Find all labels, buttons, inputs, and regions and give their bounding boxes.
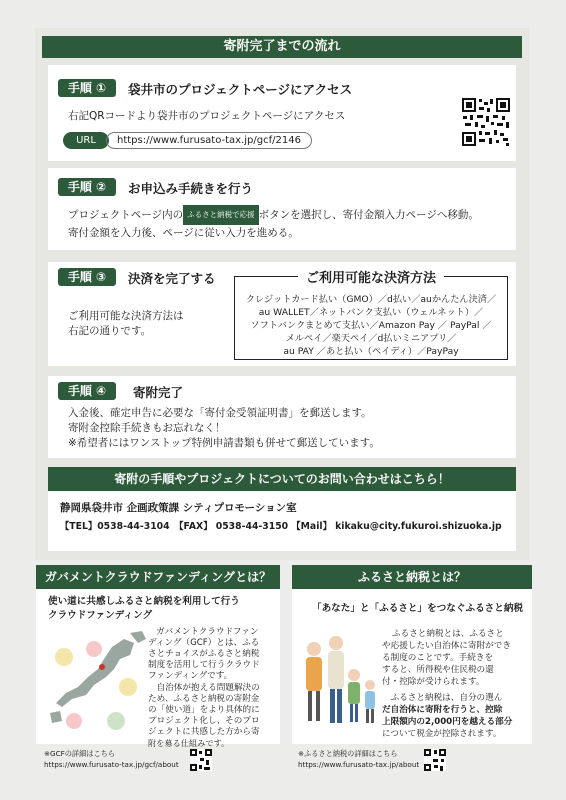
gcf-paragraph-line: の「使い道」をより具体的に [148,705,260,715]
furusato-paragraph-line: ふるさと納税とは、ふるさと [392,629,504,639]
step-2-card [48,168,516,250]
step-4-line: ※希望者にはワンストップ特例申請書類も併せて郵送しています。 [68,437,380,449]
url-badge: URL [63,132,109,149]
step-2-line2: 寄付金額を入力後、ページに従い入力を進める。 [68,227,299,239]
gcf-paragraph-line: ため、ふるさと納税の寄附金 [148,694,260,704]
payment-line: メルペイ／楽天ペイ／d払いミニアプリ／ [285,333,457,344]
payment-methods-box [234,271,508,360]
step-4-title: 寄附完了 [133,385,184,400]
step-1-badge: 手順 ① [58,79,116,97]
furusato-paragraph-line: すると、所得税や住民税の還 [382,665,494,675]
contact-heading: 寄附の手順やプロジェクトについてのお問い合わせはこちら！ [48,467,516,491]
furusato-box [292,589,532,744]
gcf-qr-code [190,749,212,771]
step-3-card [48,262,516,366]
gcf-paragraph-line: ガバメントクラウドファン [156,627,259,637]
gcf-paragraph-line: 制度を活用して行うクラウド [148,660,260,670]
payment-line: ソフトバンクまとめて支払い／Amazon Pay ／ PayPal ／ [250,320,492,331]
family-illustration [300,635,380,737]
furusato-paragraph-line: ふるさと納税は、自分の選ん [382,693,503,703]
japan-map-illustration [42,629,158,737]
step-1-card [48,65,516,161]
flow-title: 寄附完了までの流れ [42,36,522,58]
furusato-subtitle: 「あなた」と「ふるさと」をつなぐふるさと納税 [312,603,524,614]
gcf-paragraph-line: ファンディングです。 [148,671,233,681]
gcf-footnote: ※GCFの詳細はこちら [44,749,116,758]
gcf-paragraph-line: 自治体が抱える問題解決の [148,683,260,693]
payment-line: au PAY ／あと払い（ペイディ）／PayPay [283,346,459,357]
furusato-paragraph-line: 上限額内の2,000円を越える部分 [382,717,513,727]
payment-line: au WALLET／ネットバンク支払い（ウェルネット）／ [258,307,484,318]
furusato-paragraph-line: について税金が控除されます。 [382,729,502,739]
contact-line[interactable]: 【TEL】0538-44-3104 【FAX】 0538-44-3150 【Mail】 kikaku@city.fukuroi.shizuoka.jp [60,521,502,532]
gcf-subtitle: クラウドファンディング [48,610,153,621]
step-2-title: お申込み手続きを行う [128,181,254,196]
step-1-title: 袋井市のプロジェクトページにアクセス [128,82,353,97]
gcf-paragraph-line: ディング（GCF）とは、ふる [148,638,260,648]
step-3-line2: 右記の通りです。 [68,325,152,337]
furusato-paragraph-line: だ自治体に寄附を行うと、控除 [382,705,503,715]
furusato-heading: ふるさと納税とは？ [292,565,532,589]
gcf-footnote-url[interactable]: https://www.furusato-tax.jp/gcf/about [44,760,179,769]
furusato-paragraph-line: や応援したい自治体に寄附ができ [382,641,511,651]
step-4-line: 寄附金控除手続きもお忘れなく！ [68,422,226,434]
step-2-line1: プロジェクトページ内の ふるさと納税で応援 ボタンを選択し、寄付金額入力ページへ移動。 [68,205,479,225]
step-3-badge: 手順 ③ [58,268,116,286]
step-1-text: 右記QRコードより袋井市のプロジェクトページにアクセス [68,110,346,122]
support-button[interactable]: ふるさと納税で応援 [183,205,259,225]
furusato-footnote-url[interactable]: https://www.furusato-tax.jp/about [298,760,420,769]
payment-line: クレジットカード払い（GMO）／d払い／auかんたん決済／ [245,294,497,305]
gcf-heading: ガバメントクラウドファンディングとは？ [36,565,280,589]
step-4-badge: 手順 ④ [58,382,116,400]
gcf-paragraph-line: プロジェクト化し、そのプロ [148,716,260,726]
gcf-subtitle: 使い道に共感しふるさと納税を利用して行う [48,596,240,607]
gcf-paragraph-line: 附を募る仕組みです。 [148,738,230,748]
step-4-line: 入金後、確定申告に必要な「寄付金受領証明書」を郵送します。 [68,407,372,419]
step-3-line1: ご利用可能な決済方法は [68,310,184,322]
project-qr-code [462,98,510,146]
furusato-footnote: ※ふるさと納税の詳細はこちら [298,749,398,758]
gcf-box [36,589,280,748]
step-3-title: 決済を完了する [128,271,216,286]
furusato-paragraph-line: る制度のことです。手続きを [382,653,494,663]
project-url-link[interactable]: https://www.furusato-tax.jp/gcf/2146 [106,132,312,149]
furusato-qr-code [424,749,446,771]
gcf-paragraph-line: ジェクトに共感した方から寄 [148,727,260,737]
furusato-paragraph-line: 付・控除が受けられます。 [382,677,485,687]
step-4-card [48,376,516,458]
payment-methods-title: ご利用可能な決済方法 [298,267,444,286]
step-2-badge: 手順 ② [58,178,116,196]
contact-org: 静岡県袋井市 企画政策課 シティプロモーション室 [60,502,297,514]
gcf-paragraph-line: さとチョイスがふるさと納税 [148,649,260,659]
contact-card [48,491,516,551]
